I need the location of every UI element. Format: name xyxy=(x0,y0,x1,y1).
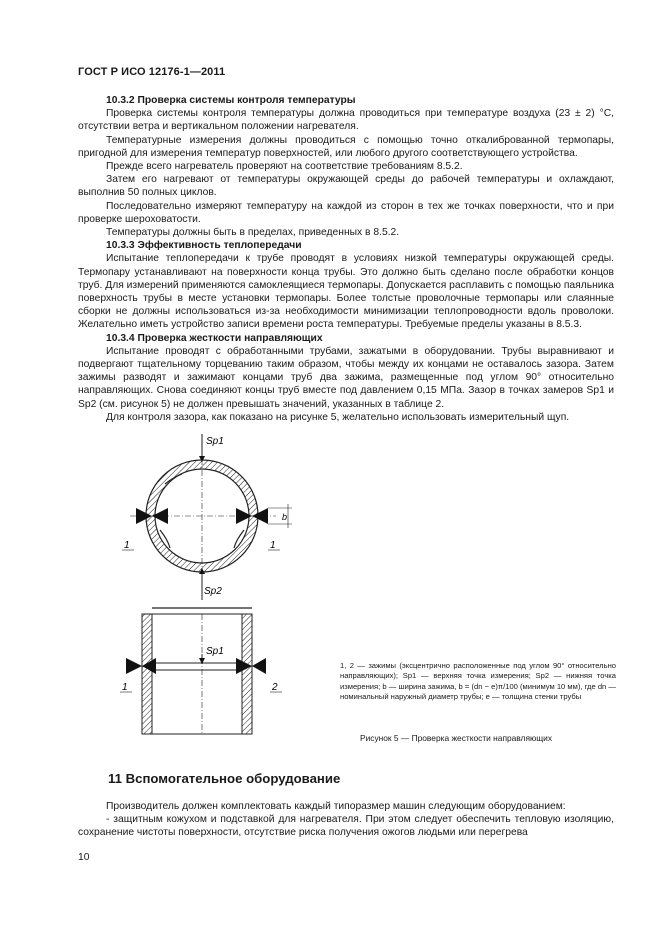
section-11-title: 11 Вспомогательное оборудование xyxy=(108,771,341,786)
paragraph: Прежде всего нагреватель проверяют на соответствие требованиям 8.5.2. xyxy=(106,161,463,173)
paragraph: Производитель должен комплектовать каждый типоразмер машин следующим оборудованием: xyxy=(106,801,566,812)
label-sp2: Sp2 xyxy=(204,586,222,597)
label-1-left-top: 1 xyxy=(124,540,130,551)
label-b: b xyxy=(282,512,288,522)
figure-caption: Рисунок 5 — Проверка жесткости направляющих xyxy=(360,733,553,743)
paragraph: Испытание теплопередачи к трубе проводят в условиях низкой температуры окружающей среды. Термопару устанавливают на поверхности конца трубы. Это должно быть сделано после обработки концов труб. Для измерений применяются самоклеящиеся термопары. Допускается расплавить с помощью паяльника поверхность трубы в месте установки термопары. Более толстые проволочные термопары или слаянные сборки не должны использоваться из-за необходимости минимизации теплопроводности вдоль проволоки. Желательно иметь устройство записи времени роста температуры. Требуемые пределы указаны в 8.5.3. xyxy=(78,253,614,331)
paragraph: Температурные измерения должны проводиться с помощью точно откалиброванной термопары, пригодной для измерения температур поверхностей, или любого другого соответствующего устройства. xyxy=(78,134,614,159)
label-2-bottom: 2 xyxy=(272,682,278,693)
paragraph: Температуры должны быть в пределах, приведенных в 8.5.2. xyxy=(106,227,400,239)
dimension-b xyxy=(268,504,292,528)
heading-10-3-4: 10.3.4 Проверка жесткости направляющих xyxy=(106,332,323,344)
paragraph: Последовательно измеряют температуру на каждой из сторон в тех же точках поверхности, что и при проверке шероховатости. xyxy=(78,200,614,225)
paragraph: Испытание проводят с обработанными трубами, зажатыми в оборудовании. Трубы выравнивают и подвергают тщательному торцеванию таким образом, чтобы между их концами не оставалось зазора. Затем зажимы разводят и зажимают концами труб два зажима, размещенные под углом 90° относительно направляющих. Снова соединяют концы труб вместе под давлением 0,15 МПа. Зазор в точках замеров Sp1 и Sp2 (см. рисунок 5) не должен превышать значений, указанных в таблице 2. xyxy=(78,345,614,410)
label-1-right-top: 1 xyxy=(270,540,276,551)
label-1-bottom: 1 xyxy=(122,682,128,693)
page-number: 10 xyxy=(78,852,90,863)
figure-legend: 1, 2 — зажимы (эксцентрично расположенные под углом 90° относительно направляющих); Sp1 — верхняя точка измерения; Sp2 — нижняя точка измерения; b — ширина зажима, b = (dn − e)π/100 (минимум 10 мм), где dn — номинальный наружный диаметр трубы; e — толщина стенки трубы xyxy=(340,661,616,702)
heading-10-3-3: 10.3.3 Эффективность теплопередачи xyxy=(106,240,302,252)
paragraph: Для контроля зазора, как показано на рисунке 5, желательно использовать измерительный щуп. xyxy=(106,411,570,423)
section-11-body xyxy=(78,800,614,840)
pipe-side-view xyxy=(142,608,252,734)
paragraph: Затем его нагревают от температуры окружающей среды до рабочей температуры и охлаждают, выполнив 50 полных циклов. xyxy=(78,174,614,199)
paragraph: Проверка системы контроля температуры должна проводиться при температуре воздуха (23 ± 2) °С, отсутствии ветра и вертикальном положении нагревателя. xyxy=(78,108,614,133)
figure-5-diagram xyxy=(110,428,300,746)
label-sp1-top: Sp1 xyxy=(206,436,224,447)
label-sp1-mid: Sp1 xyxy=(206,646,224,657)
heading-10-3-2: 10.3.2 Проверка системы контроля температуры xyxy=(106,95,356,106)
document-header: ГОСТ Р ИСО 12176-1—2011 xyxy=(78,66,226,78)
ring-cross-section xyxy=(130,448,276,588)
paragraph: - защитным кожухом и подставкой для нагревателя. При этом следует обеспечить тепловую изоляцию, сохранение чистоты поверхности, отсутствие риска получения ожогов людьми или перегрева xyxy=(78,814,614,839)
main-content xyxy=(78,94,614,424)
